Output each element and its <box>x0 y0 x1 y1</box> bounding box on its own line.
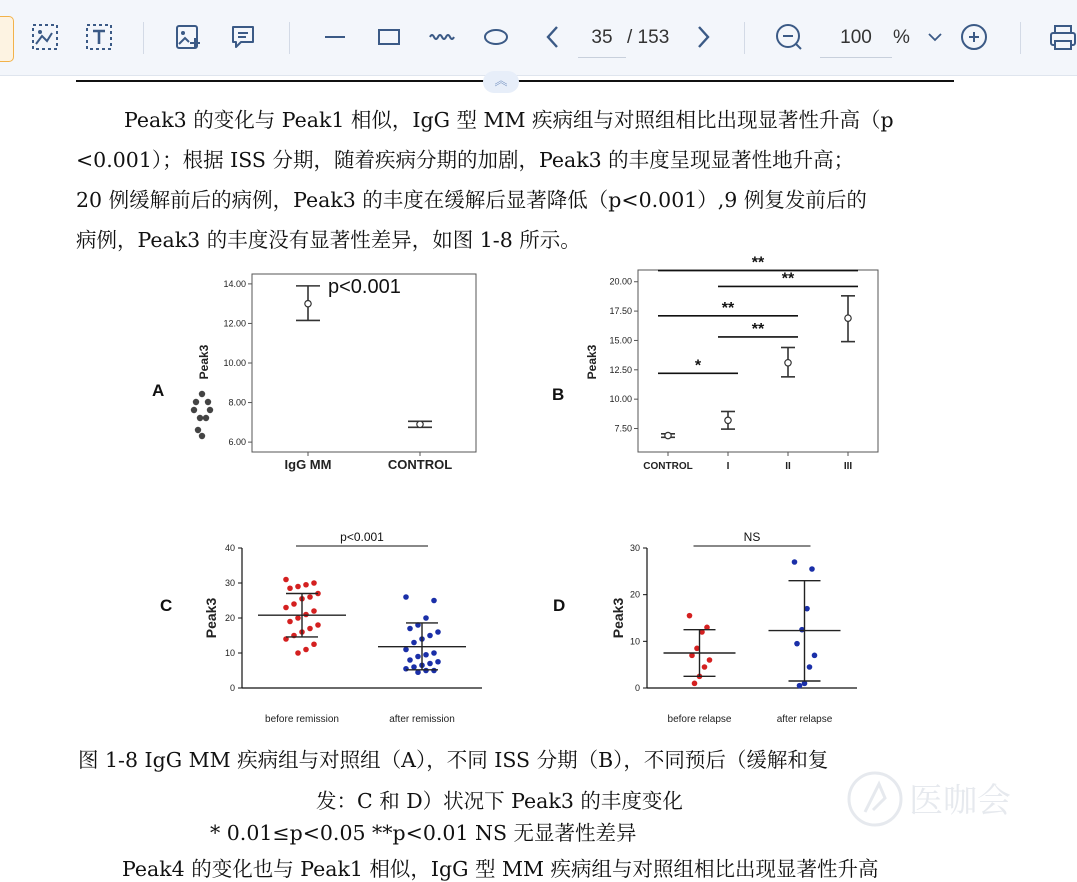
data-point <box>797 683 803 689</box>
data-point <box>287 619 293 625</box>
zoom-unit: % <box>893 27 910 48</box>
legend-glyph <box>207 407 213 413</box>
x-tick-label: III <box>843 461 853 472</box>
data-point <box>423 652 429 658</box>
data-point <box>303 647 309 653</box>
data-point <box>407 626 413 632</box>
data-point <box>809 566 815 572</box>
data-point <box>427 633 433 639</box>
data-point <box>283 577 289 583</box>
legend-glyph <box>191 407 197 413</box>
plot-frame <box>638 270 878 452</box>
data-point <box>283 605 289 611</box>
y-tick-label: 15.00 <box>609 335 632 346</box>
data-point <box>307 626 313 632</box>
next-page-icon[interactable] <box>688 18 718 56</box>
panel-letter: A <box>152 381 165 400</box>
data-point <box>291 601 297 607</box>
x-tick-label: CONTROL <box>387 457 453 472</box>
toolbar-divider <box>744 22 745 54</box>
legend-glyph <box>199 391 205 397</box>
zoom-out-icon[interactable] <box>772 18 806 56</box>
comparison-label: NS <box>743 530 761 544</box>
paragraph-line: 20 例缓解前后的病例，Peak3 的丰度在缓解后显著降低（p<0.001）,9 例复发前后的 <box>76 188 867 212</box>
ellipse-icon[interactable] <box>479 18 513 56</box>
data-point <box>794 641 800 647</box>
active-tool-frame[interactable] <box>0 16 14 62</box>
panel-letter: D <box>553 596 566 615</box>
legend-glyph <box>199 433 205 439</box>
text-select-icon[interactable] <box>82 18 116 56</box>
data-point <box>431 598 437 604</box>
y-tick-label: 20 <box>629 589 640 600</box>
panel-c-svg <box>150 524 480 734</box>
data-point <box>807 664 813 670</box>
legend-glyph <box>205 399 211 405</box>
significance-label: ** <box>751 254 765 272</box>
x-tick-label: IgG MM <box>284 457 332 472</box>
y-tick-label: 10 <box>629 636 640 647</box>
p-value-annotation: p<0.001 <box>328 276 401 298</box>
comment-icon[interactable] <box>226 18 260 56</box>
figure-legend-note: * 0.01≤p<0.05 **p<0.01 NS 无显著性差异 <box>210 821 637 845</box>
significance-label: ** <box>781 270 795 288</box>
legend-glyph <box>203 415 209 421</box>
legend-glyph <box>197 415 203 421</box>
paragraph-line: <0.001）；根据 ISS 分期，随着疾病分期的加剧，Peak3 的丰度呈现显著性地升高； <box>76 148 855 172</box>
data-point <box>435 629 441 635</box>
figure-caption: 图 1-8 IgG MM 疾病组与对照组（A），不同 ISS 分期（B），不同预后（缓解和复 <box>78 748 829 772</box>
y-tick-label: 10 <box>224 648 235 658</box>
data-point <box>692 681 698 687</box>
toolbar-divider <box>1020 22 1021 54</box>
data-point <box>707 657 713 663</box>
page-number-input[interactable]: 35 <box>578 22 626 58</box>
significance-label: ** <box>751 320 765 338</box>
y-tick-label: 30 <box>629 543 640 553</box>
y-tick-label: 10.00 <box>223 358 246 368</box>
panel-a-svg <box>140 262 470 482</box>
toolbar-divider <box>289 22 290 54</box>
y-tick-label: 20 <box>224 613 235 623</box>
paragraph-line: 病例，Peak3 的丰度没有显著性差异，如图 1-8 所示。 <box>76 228 581 252</box>
data-point <box>303 582 309 588</box>
y-axis-label: Peak3 <box>197 344 211 380</box>
y-tick-label: 10.00 <box>609 394 632 405</box>
y-tick-label: 0 <box>229 683 235 693</box>
significance-label: * <box>694 357 702 375</box>
data-point <box>295 615 301 621</box>
data-point <box>311 608 317 614</box>
page-total: / 153 <box>627 27 670 48</box>
legend-glyph <box>195 427 201 433</box>
paragraph-line: Peak3 的变化与 Peak1 相似，IgG 型 MM 疾病组与对照组相比出现显著性升高（p <box>124 108 894 132</box>
data-point <box>687 613 693 619</box>
data-point <box>311 580 317 586</box>
y-tick-label: 7.50 <box>614 423 632 434</box>
y-tick-label: 12.50 <box>609 364 632 375</box>
data-point <box>431 650 437 656</box>
y-tick-label: 6.00 <box>228 437 246 448</box>
mean-point <box>845 315 851 321</box>
x-tick-label: before remission <box>265 714 339 725</box>
rectangle-icon[interactable] <box>372 18 406 56</box>
print-icon[interactable] <box>1046 18 1077 56</box>
data-point <box>287 585 293 591</box>
figure-panel-a <box>140 262 470 482</box>
y-axis-label: Peak3 <box>610 597 626 639</box>
data-point <box>415 654 421 660</box>
panel-d-svg <box>545 524 875 734</box>
data-point <box>427 661 433 667</box>
y-tick-label: 0 <box>634 683 640 693</box>
data-point <box>435 659 441 665</box>
cut-off-paragraph-line: Peak4 的变化也与 Peak1 相似，IgG 型 MM 疾病组与对照组相比出现显著性升高 <box>122 857 879 881</box>
significance-label: ** <box>721 299 735 317</box>
x-tick-label: after remission <box>389 714 455 725</box>
zoom-in-icon[interactable] <box>957 18 991 56</box>
previous-page-icon[interactable] <box>538 18 568 56</box>
data-point <box>411 640 417 646</box>
mean-point <box>725 417 731 423</box>
data-point <box>311 641 317 647</box>
plot-frame <box>252 274 476 452</box>
zoom-level-input[interactable]: 100 <box>820 22 892 58</box>
toolbar-divider <box>143 22 144 54</box>
data-point <box>702 664 708 670</box>
x-tick-label: after relapse <box>776 714 833 725</box>
x-tick-label: before relapse <box>667 714 732 725</box>
x-tick-label: CONTROL <box>643 461 693 472</box>
legend-glyph <box>193 399 199 405</box>
figure-caption: 发：C 和 D）状况下 Peak3 的丰度变化 <box>316 789 683 813</box>
panel-b-svg <box>540 252 890 482</box>
line-icon[interactable] <box>318 18 352 56</box>
mean-point <box>305 300 311 306</box>
collapse-toolbar-button[interactable]: ︽ <box>483 71 519 93</box>
data-point <box>792 559 798 565</box>
y-tick-label: 8.00 <box>228 397 246 408</box>
data-point <box>315 622 321 628</box>
y-tick-label: 14.00 <box>223 278 246 289</box>
data-point <box>403 647 409 653</box>
comparison-label: p<0.001 <box>340 530 384 544</box>
data-point <box>403 666 409 672</box>
data-point <box>411 664 417 670</box>
data-point <box>295 650 301 656</box>
mean-point <box>785 360 791 366</box>
watermark-logo <box>845 764 1045 834</box>
panel-letter: B <box>552 385 565 404</box>
data-point <box>423 615 429 621</box>
watermark-text: 医咖会 <box>909 781 1011 821</box>
y-tick-label: 12.00 <box>223 318 246 329</box>
data-point <box>403 594 409 600</box>
y-axis-label: Peak3 <box>203 597 219 639</box>
y-axis-label: Peak3 <box>585 344 599 380</box>
x-tick-label: I <box>726 461 730 472</box>
figure-panel-c <box>150 524 480 734</box>
data-point <box>307 594 313 600</box>
crop-select-icon[interactable] <box>28 18 62 56</box>
y-tick-label: 30 <box>224 578 235 588</box>
mean-point <box>665 432 671 438</box>
mean-point <box>417 421 423 427</box>
x-tick-label: II <box>785 461 791 472</box>
y-tick-label: 17.50 <box>609 306 632 317</box>
wave-icon[interactable] <box>425 18 459 56</box>
data-point <box>295 584 301 590</box>
data-point <box>407 657 413 663</box>
panel-letter: C <box>160 596 173 615</box>
y-tick-label: 40 <box>224 543 235 553</box>
figure-panel-b <box>540 252 890 482</box>
pdf-toolbar <box>0 0 1077 76</box>
figure-panel-d <box>545 524 875 734</box>
add-image-icon[interactable] <box>171 18 205 56</box>
chevron-down-icon[interactable] <box>924 18 946 56</box>
data-point <box>812 653 818 659</box>
y-tick-label: 20.00 <box>609 276 632 287</box>
